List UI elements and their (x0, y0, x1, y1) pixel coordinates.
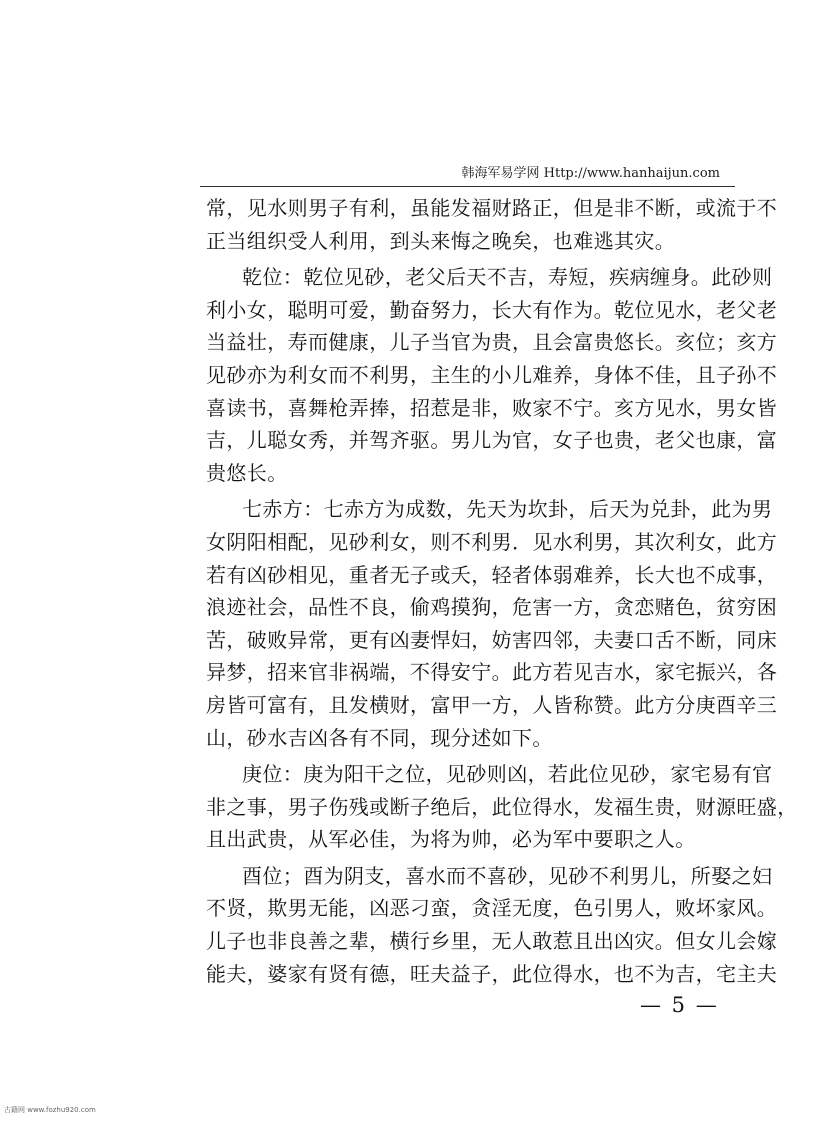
text-line: 浪迹社会，品性不良，偷鸡摸狗，危害一方，贪恋赌色，贫穷困 (206, 595, 778, 620)
text-line: 酉位；酉为阴支，喜水而不喜砂，见砂不利男儿，所娶之妇 (242, 863, 773, 888)
paragraph (206, 493, 778, 754)
text-line: 七赤方：七赤方为成数，先天为坎卦，后天为兑卦，此为男 (242, 497, 773, 522)
paragraph (206, 261, 778, 489)
body-text (206, 192, 798, 990)
header-rule (200, 186, 735, 187)
text-line: 房皆可富有，且发横财，富甲一方，人皆称赞。此方分庚酉辛三 (206, 692, 778, 717)
page-number: — 5 — (640, 993, 719, 1017)
watermark: 古籍网 www.fozhu920.com (4, 1106, 96, 1114)
text-line: 当益壮，寿而健康，儿子当官为贵，且会富贵悠长。亥位；亥方 (206, 330, 778, 355)
running-header: 韩海军易学网 Http://www.hanhaijun.com (461, 166, 720, 181)
paragraph (206, 758, 798, 856)
text-line: 庚位：庚为阳干之位，见砂则凶，若此位见砂，家宅易有官 (242, 762, 773, 787)
text-line: 苦，破败异常，更有凶妻悍妇，妨害四邻，夫妻口舌不断，同床 (206, 627, 778, 652)
text-line: 山，砂水吉凶各有不同，现分述如下。 (206, 725, 553, 750)
text-line: 乾位：乾位见砂，老父后天不吉，寿短，疾病缠身。此砂则 (242, 265, 773, 290)
text-line: 且出武贵，从军必佳，为将为帅，必为军中要职之人。 (206, 827, 696, 852)
text-line: 女阴阳相配，见砂利女，则不利男．见水利男，其次利女，此方 (206, 529, 778, 554)
text-line: 常，见水则男子有利，虽能发福财路正，但是非不断，或流于不 (206, 196, 778, 220)
text-line: 能夫，婆家有贤有德，旺夫益子，此位得水，也不为吉，宅主夫 (206, 961, 778, 986)
text-line: 喜读书，喜舞枪弄捧，招惹是非，败家不宁。亥方见水，男女皆 (206, 395, 778, 420)
text-line: 非之事，男子伤残或断子绝后，此位得水，发福生贵，财源旺盛， (206, 794, 798, 819)
text-line: 异梦，招来官非祸端，不得安宁。此方若见吉水，家宅振兴，各 (206, 660, 778, 685)
paragraph (206, 192, 778, 257)
text-line: 正当组织受人利用，到头来悔之晚矣，也难逃其灾。 (206, 228, 676, 253)
text-line: 利小女，聪明可爱，勤奋努力，长大有作为。乾位见水，老父老 (206, 297, 778, 322)
text-line: 若有凶砂相见，重者无子或夭，轻者体弱难养，长大也不成事， (206, 562, 778, 587)
text-line: 儿子也非良善之辈，横行乡里，无人敢惹且出凶灾。但女儿会嫁 (206, 929, 778, 954)
text-line: 吉，儿聪女秀，并驾齐驱。男儿为官，女子也贵，老父也康，富 (206, 428, 778, 453)
text-line: 见砂亦为利女而不利男，主生的小儿难养，身体不佳，且子孙不 (206, 362, 778, 387)
text-line: 不贤，欺男无能，凶恶刁蛮，贪淫无度，色引男人，败坏家风。 (206, 896, 778, 921)
paragraph (206, 860, 778, 990)
text-line: 贵悠长。 (206, 460, 288, 485)
